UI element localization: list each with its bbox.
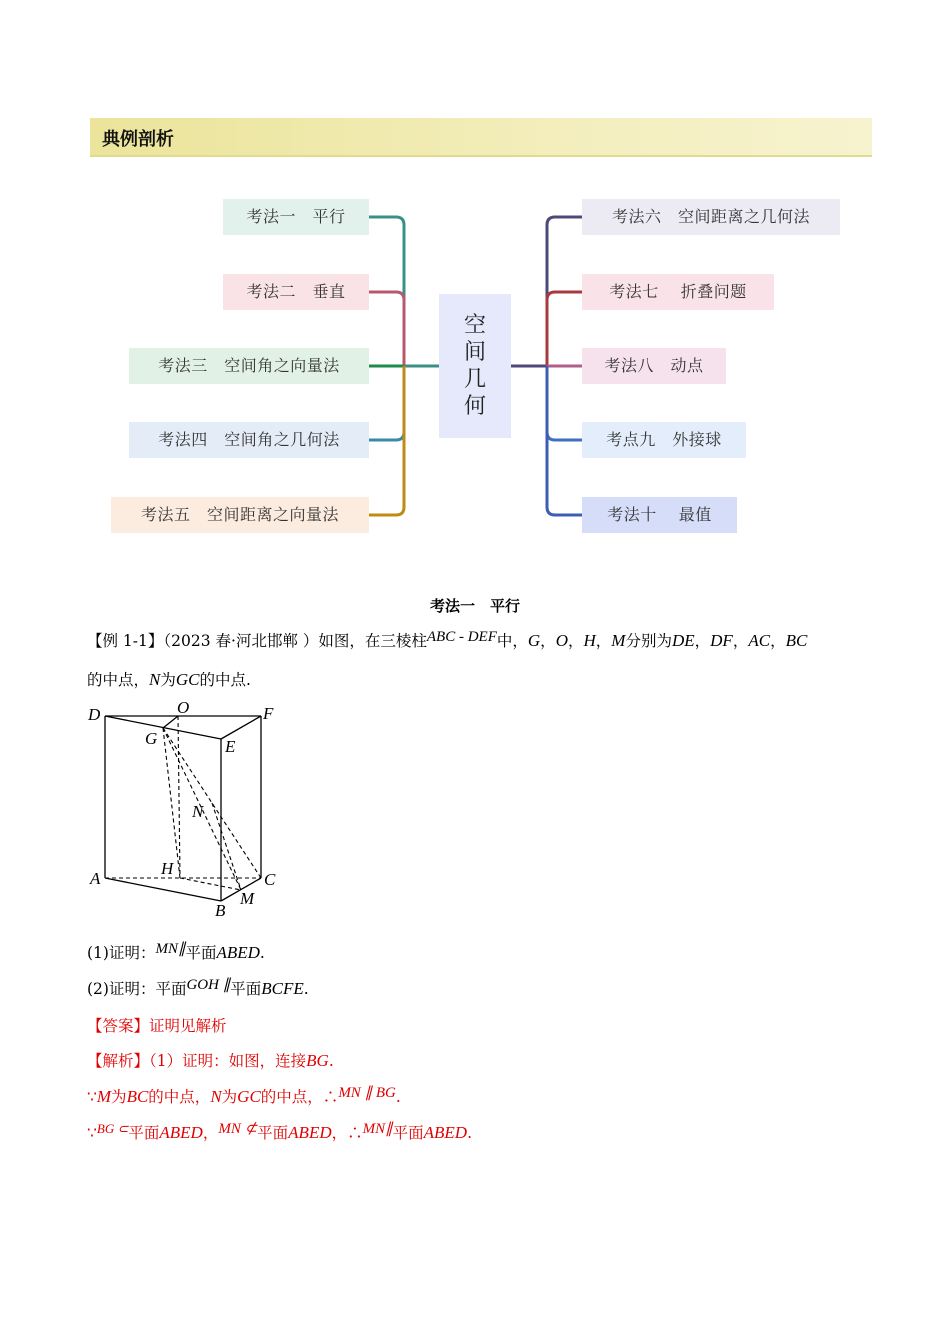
example-source: （2023 春·河北邯郸 ） — [163, 632, 319, 650]
comma: ， — [770, 632, 786, 650]
example-line-2 — [87, 668, 251, 690]
segment-gc: GC — [175, 670, 200, 689]
answer-line — [87, 1014, 227, 1036]
mindmap-node-method-1: 考法一 平行 — [223, 199, 369, 235]
analysis-text: 平面 — [392, 1124, 424, 1142]
period: . — [467, 1124, 473, 1142]
point-n: N — [210, 1087, 222, 1106]
example-text: 的中点， — [87, 671, 150, 689]
label-a: A — [90, 869, 101, 888]
comma: ， — [732, 632, 749, 650]
segment-bg: BG — [306, 1051, 329, 1070]
mindmap-node-method-6: 考法六 空间距离之几何法 — [582, 199, 840, 235]
segment-oh — [178, 716, 180, 878]
period: . — [303, 980, 309, 998]
point-o: O — [555, 631, 568, 650]
mindmap-node-method-9: 考点九 外接球 — [582, 422, 746, 458]
analysis-line-3 — [87, 1121, 472, 1143]
segment-de: DE — [671, 631, 695, 650]
comma: ， — [694, 632, 711, 650]
point-n: N — [149, 670, 161, 689]
mindmap-node-method-10: 考法十 最值 — [582, 497, 737, 533]
comma: ， — [595, 632, 612, 650]
because-symbol: ∵ — [87, 1088, 97, 1106]
analysis-text: 平面 — [128, 1124, 160, 1142]
segment-bc: BC — [785, 631, 808, 650]
analysis-line-2 — [87, 1085, 401, 1107]
label-g: G — [145, 729, 158, 748]
question-1-expr: MN∥ — [155, 941, 186, 957]
plane-abed: ABED — [423, 1123, 468, 1142]
question-2-plane: BCFE — [261, 979, 304, 998]
label-n: N — [192, 802, 204, 821]
point-m: M — [611, 631, 626, 650]
mindmap-center — [439, 294, 511, 438]
example-text: 如图，在三棱柱 — [318, 632, 427, 650]
edge-ab — [105, 878, 221, 901]
label-h: H — [161, 859, 174, 878]
subset-expr: BG ⊂ — [96, 1121, 129, 1136]
answer-tag: 【答案】 — [87, 1017, 150, 1035]
parallel-expr: MN ∥ BG — [338, 1085, 396, 1101]
label-e: E — [225, 737, 236, 756]
example-text: 为 — [160, 671, 176, 689]
parallel-expr: MN∥ — [362, 1121, 393, 1137]
period: . — [259, 944, 265, 962]
question-1 — [87, 941, 265, 963]
mindmap-node-method-2: 考法二 垂直 — [223, 274, 369, 310]
analysis-text: 的中点， — [148, 1088, 211, 1106]
plane-abed: ABED — [288, 1123, 332, 1142]
comma: ， — [567, 632, 584, 650]
prism-figure — [84, 700, 294, 925]
analysis-text: （1）证明：如图，连接 — [149, 1052, 307, 1070]
edge-ef — [221, 716, 261, 739]
label-d: D — [88, 705, 101, 724]
period: . — [328, 1052, 334, 1070]
mindmap-node-method-7: 考法七 折叠问题 — [582, 274, 774, 310]
analysis-tag: 【解析】 — [87, 1052, 150, 1070]
point-g: G — [527, 631, 541, 650]
label-b: B — [215, 901, 226, 920]
segment-bc: BC — [126, 1087, 149, 1106]
example-text: 分别为 — [625, 632, 672, 650]
because-symbol: ∵ — [87, 1124, 97, 1142]
question-2-prefix: (2)证明：平面 — [87, 980, 187, 998]
mindmap-center-label: 空间几何 — [463, 313, 486, 419]
segment-ac: AC — [748, 631, 771, 650]
point-h: H — [583, 631, 596, 650]
mindmap-node-method-8: 考法八 动点 — [582, 348, 726, 384]
segment-gh — [163, 728, 180, 878]
example-text: 中， — [496, 632, 528, 650]
plane-abed: ABED — [159, 1123, 203, 1142]
question-2-text: 平面 — [230, 980, 262, 998]
label-o: O — [177, 700, 190, 717]
answer-text: 证明见解析 — [149, 1017, 227, 1035]
segment-gc: GC — [237, 1087, 261, 1106]
label-c: C — [264, 870, 276, 889]
comma: ， — [540, 632, 556, 650]
question-1-plane: ABED — [216, 943, 260, 962]
analysis-text: 的中点，∴ — [260, 1088, 339, 1106]
label-f: F — [263, 704, 274, 723]
period: . — [395, 1088, 401, 1106]
segment-hm — [180, 878, 241, 890]
analysis-text: 为 — [111, 1088, 127, 1106]
method-heading: 考法一 平行 — [429, 597, 520, 615]
question-2 — [87, 977, 309, 999]
mindmap-node-method-5: 考法五 空间距离之向量法 — [111, 497, 369, 533]
question-2-expr: GOH ∥ — [186, 977, 231, 993]
example-text: 的中点. — [199, 671, 251, 689]
edge-og — [163, 716, 178, 728]
label-m: M — [240, 889, 255, 908]
example-tag: 【例 1-1】 — [87, 632, 164, 650]
question-1-prefix: (1)证明： — [87, 944, 156, 962]
mindmap-node-method-3: 考法三 空间角之向量法 — [129, 348, 369, 384]
section-title: 典例剖析 — [102, 129, 174, 150]
analysis-text: ， — [202, 1124, 219, 1142]
analysis-text: 为 — [221, 1088, 238, 1106]
point-m: M — [96, 1087, 112, 1106]
analysis-text: ，∴ — [331, 1124, 363, 1142]
analysis-line-1 — [87, 1049, 334, 1071]
segment-df: DF — [710, 631, 733, 650]
segment-nm — [212, 803, 241, 890]
prism-name: ABC - DEF — [426, 629, 497, 645]
not-subset-expr: MN ⊄ — [218, 1121, 258, 1137]
analysis-text: 平面 — [257, 1124, 289, 1142]
example-line-1 — [87, 629, 807, 651]
mindmap-node-method-4: 考法四 空间角之几何法 — [129, 422, 369, 458]
question-1-text: 平面 — [185, 944, 217, 962]
